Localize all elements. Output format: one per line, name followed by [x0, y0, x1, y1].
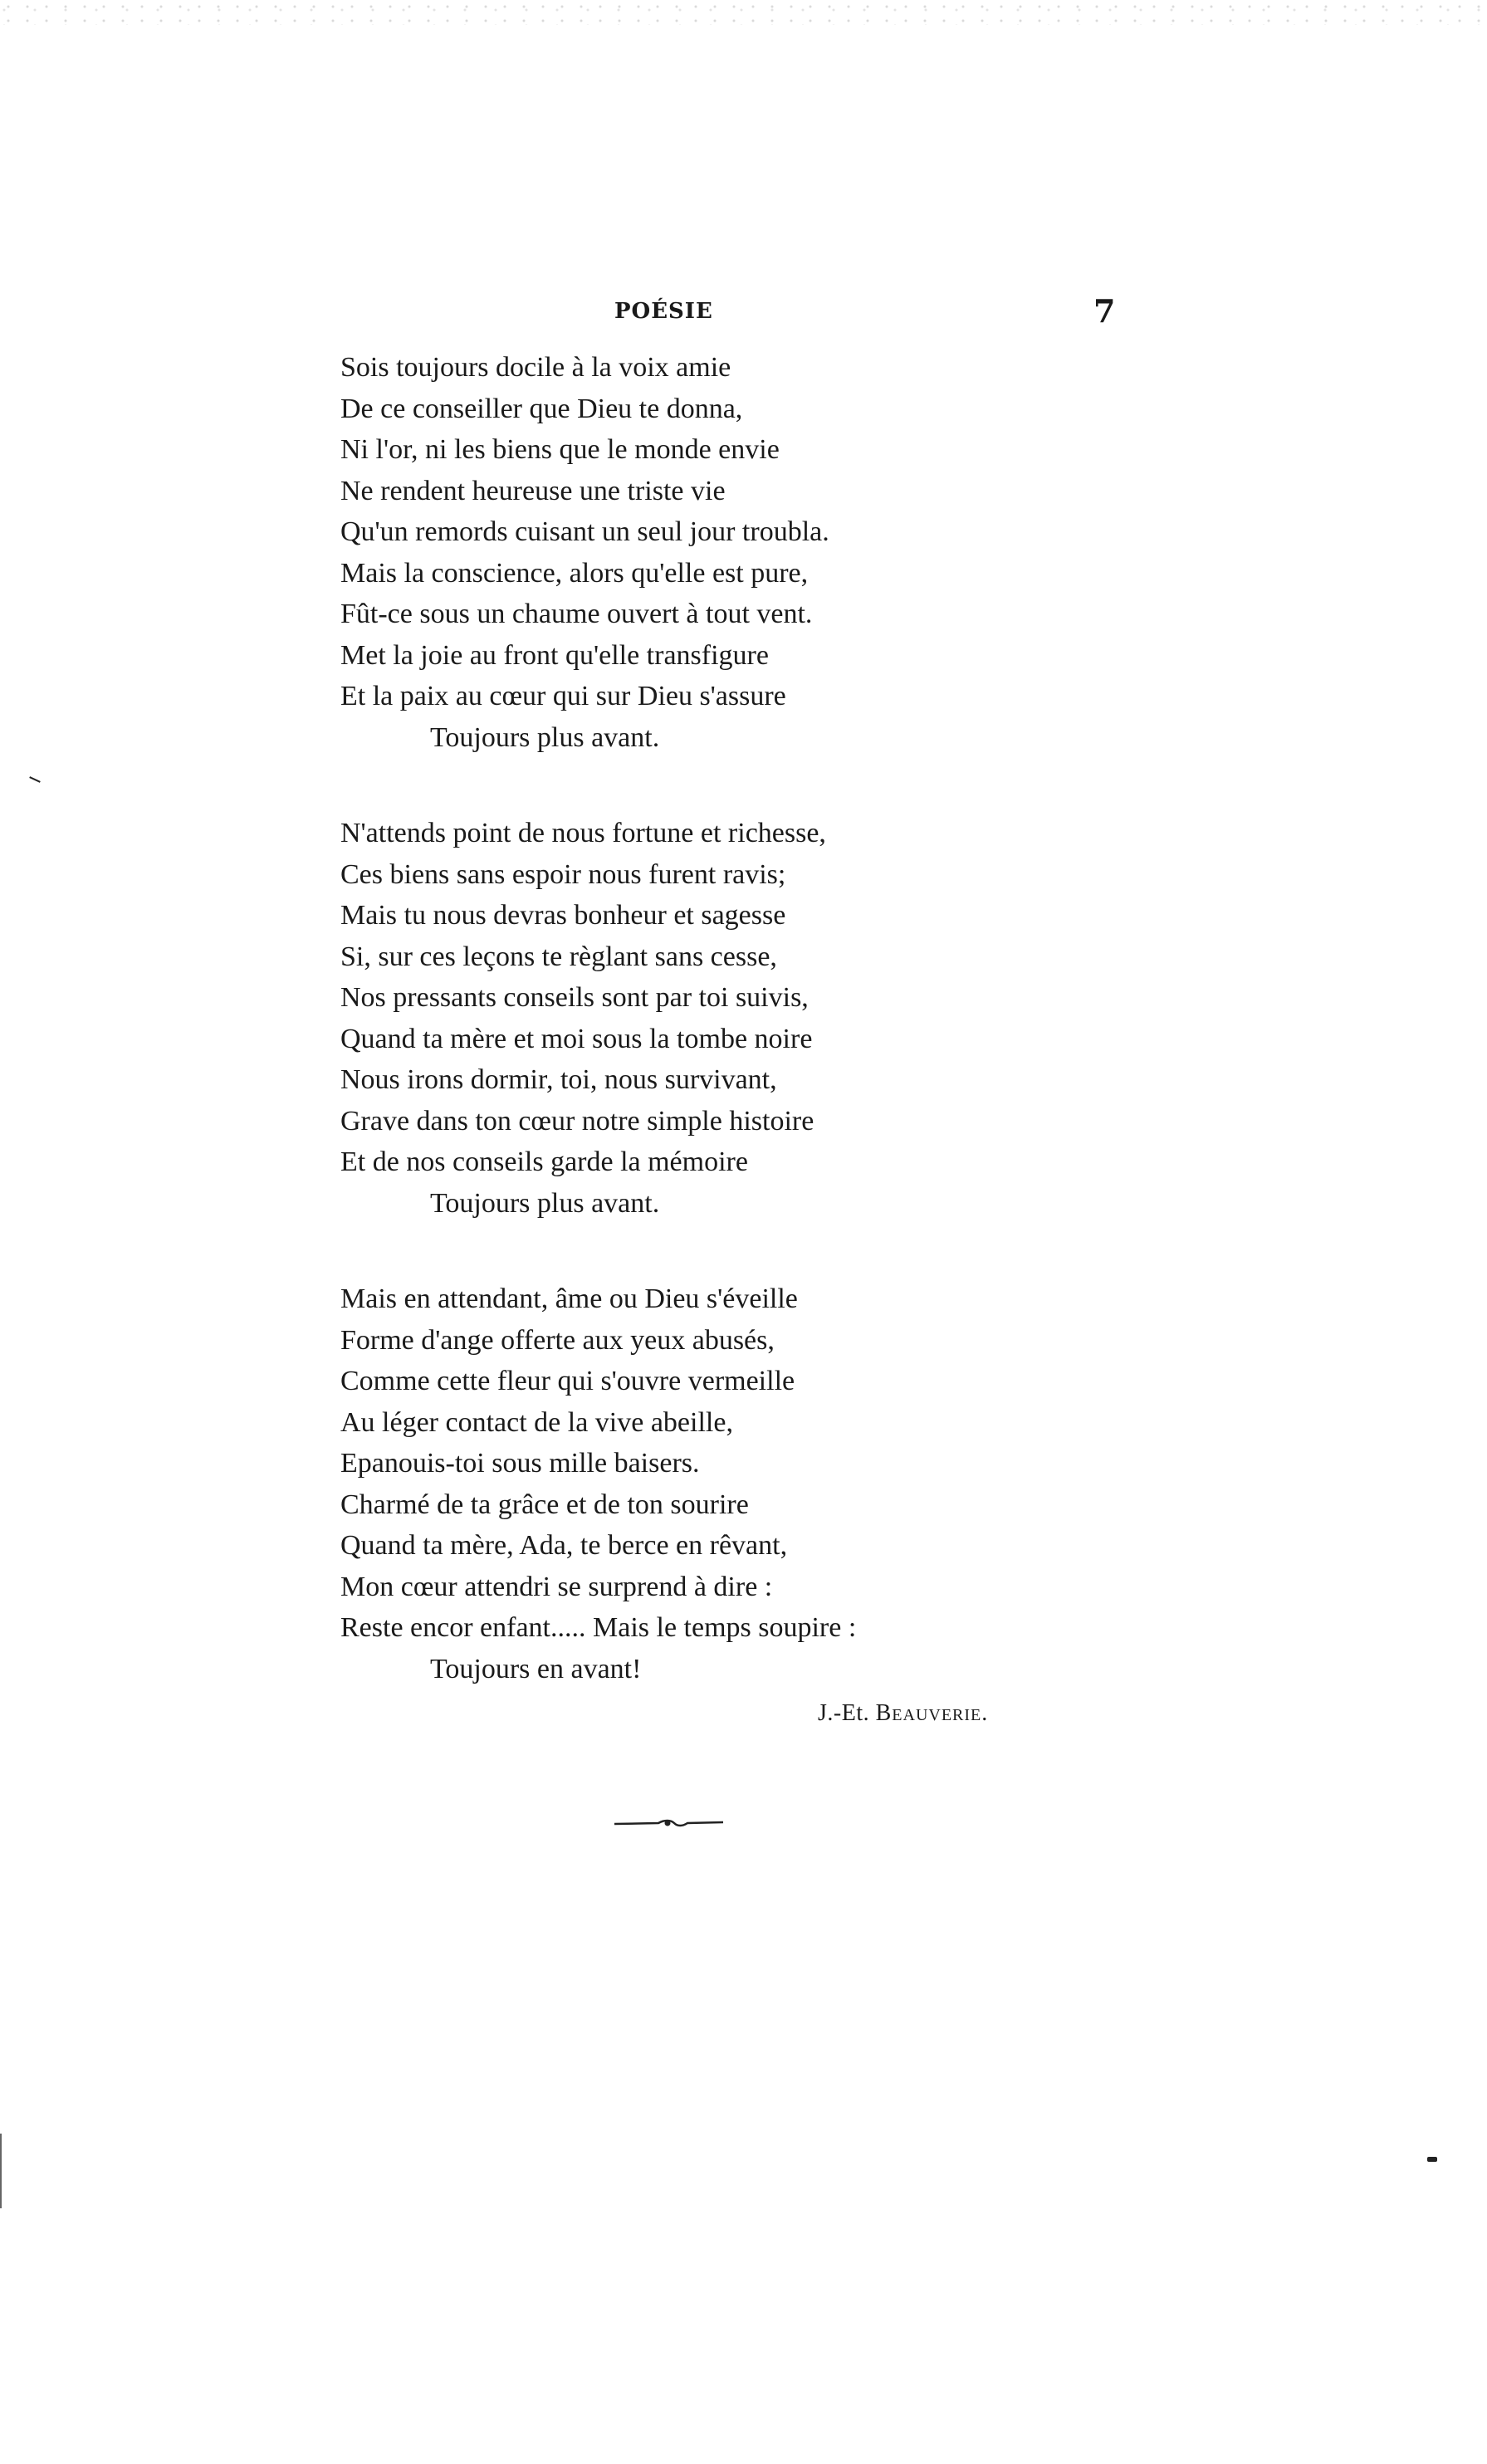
- poem-line: Et de nos conseils garde la mémoire: [340, 1146, 748, 1177]
- poem-line: Sois toujours docile à la voix amie: [340, 352, 731, 383]
- poem-line: Charmé de ta grâce et de ton sourire: [340, 1489, 749, 1520]
- poem-line: Mais la conscience, alors qu'elle est pure,: [340, 557, 809, 589]
- poem-line: Fût-ce sous un chaume ouvert à tout vent.: [340, 599, 813, 629]
- poem-line: Et la paix au cœur qui sur Dieu s'assure: [340, 681, 786, 711]
- poem-line: Ne rendent heureuse une triste vie: [340, 475, 726, 506]
- author-signature: [818, 1700, 988, 1727]
- refrain-line: Toujours plus avant.: [430, 1187, 660, 1219]
- scan-edge-speckle: [0, 0, 1487, 25]
- poem-line: Quand ta mère, Ada, te berce en rêvant,: [340, 1530, 788, 1561]
- poem-line: Reste encor enfant..... Mais le temps soupire :: [340, 1612, 857, 1643]
- author-initials: J.-Et.: [818, 1700, 870, 1726]
- stanza-3: [340, 1278, 1005, 1689]
- poem-line: Met la joie au front qu'elle transfigure: [340, 639, 769, 671]
- scan-mark: [29, 776, 41, 783]
- poem-line: Mon cœur attendri se surprend à dire :: [340, 1571, 773, 1602]
- stanza-2: [340, 813, 1005, 1224]
- scan-mark: [0, 2134, 2, 2208]
- refrain-line: Toujours plus avant.: [430, 721, 660, 753]
- poem-line: Forme d'ange offerte aux yeux abusés,: [340, 1324, 775, 1356]
- scan-mark: [1427, 2157, 1437, 2162]
- poem-line: Qu'un remords cuisant un seul jour troubla.: [340, 516, 829, 547]
- poem-line: Si, sur ces leçons te règlant sans cesse,: [340, 941, 777, 972]
- running-title: POÉSIE: [614, 299, 713, 324]
- refrain-line: Toujours en avant!: [430, 1653, 642, 1684]
- page-number: 7: [1093, 292, 1116, 330]
- poem-line: Mais tu nous devras bonheur et sagesse: [340, 900, 786, 931]
- ornament-rule: [613, 1816, 725, 1830]
- poem-line: Nos pressants conseils sont par toi suivis,: [340, 982, 809, 1013]
- poem-line: Quand ta mère et moi sous la tombe noire: [340, 1023, 813, 1054]
- poem-line: Nous irons dormir, toi, nous survivant,: [340, 1064, 777, 1095]
- poem-line: Grave dans ton cœur notre simple histoire: [340, 1105, 814, 1137]
- author-surname: Beauverie.: [875, 1700, 989, 1726]
- poem-line: Au léger contact de la vive abeille,: [340, 1406, 733, 1438]
- poem-line: Comme cette fleur qui s'ouvre vermeille: [340, 1366, 795, 1396]
- poem-line: Ces biens sans espoir nous furent ravis;: [340, 858, 786, 890]
- poem: [340, 347, 1005, 1744]
- poem-line: Epanouis-toi sous mille baisers.: [340, 1448, 700, 1479]
- poem-line: N'attends point de nous fortune et richesse,: [340, 818, 826, 848]
- poem-line: Ni l'or, ni les biens que le monde envie: [340, 434, 780, 465]
- stanza-1: [340, 347, 1005, 758]
- poem-line: Mais en attendant, âme ou Dieu s'éveille: [340, 1283, 798, 1314]
- poem-line: De ce conseiller que Dieu te donna,: [340, 393, 743, 424]
